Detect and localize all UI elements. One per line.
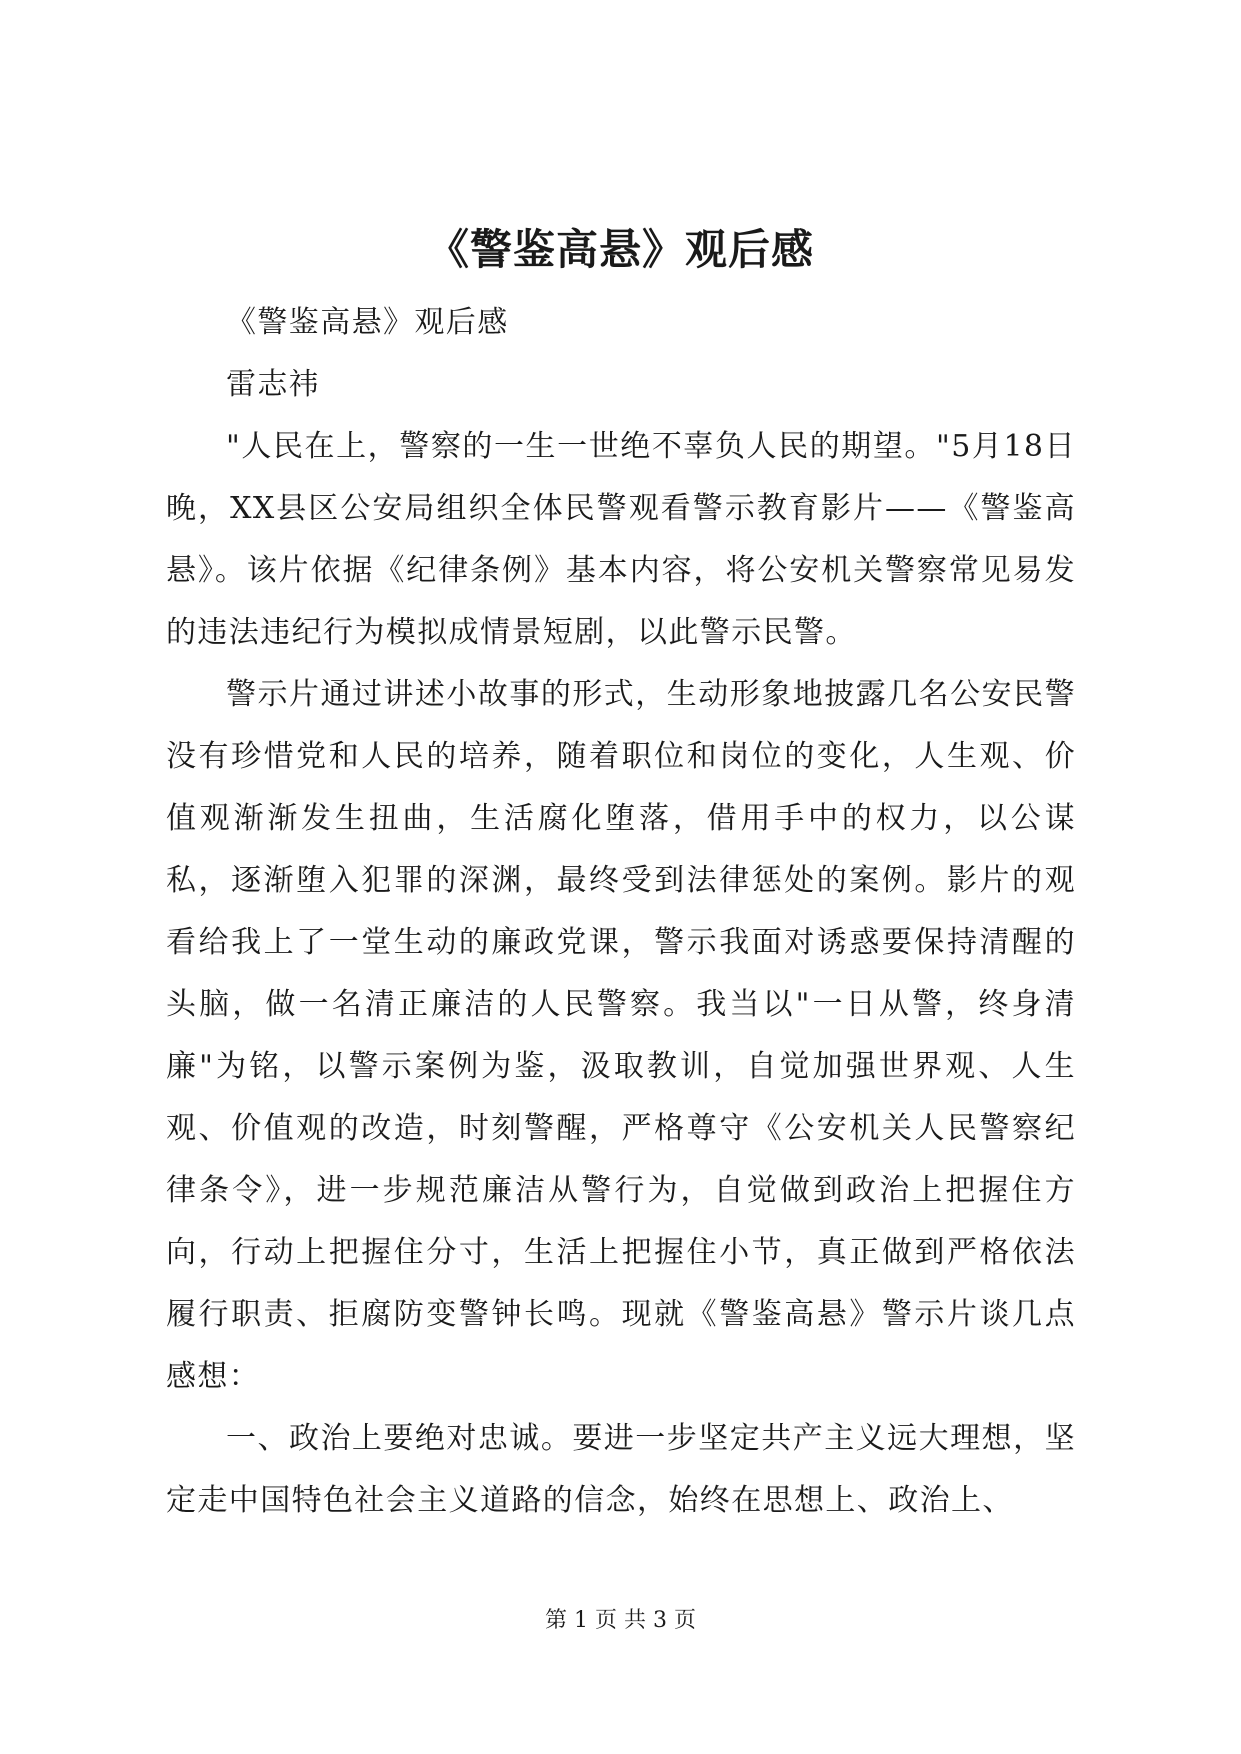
paragraph-subtitle: 《警鉴高悬》观后感 bbox=[226, 305, 509, 340]
document-body bbox=[166, 292, 1076, 1532]
paragraph-point-one: 一、政治上要绝对忠诚。要进一步坚定共产主义远大理想，坚定走中国特色社会主义道路的信念，始终在思想上、政治上、 bbox=[166, 1421, 1076, 1518]
paragraph-author: 雷志祎 bbox=[226, 367, 321, 402]
document-title: 《警鉴高悬》观后感 bbox=[426, 225, 814, 274]
paragraph-intro: "人民在上，警察的一生一世绝不辜负人民的期望。"5月18日晚，XX县区公安局组织全体民警观看警示教育影片——《警鉴高悬》。该片依据《纪律条例》基本内容，将公安机关警察常见易发的违法违纪行为模拟成情景短剧，以此警示民警。 bbox=[166, 429, 1076, 650]
page-footer: 第 1 页 共 3 页 bbox=[545, 1608, 696, 1633]
paragraph-reflection: 警示片通过讲述小故事的形式，生动形象地披露几名公安民警没有珍惜党和人民的培养，随着职位和岗位的变化，人生观、价值观渐渐发生扭曲，生活腐化堕落，借用手中的权力，以公谋私，逐渐堕入犯罪的深渊，最终受到法律惩处的案例。影片的观看给我上了一堂生动的廉政党课，警示我面对诱惑要保持清醒的头脑，做一名清正廉洁的人民警察。我当以"一日从警，终身清廉"为铭，以警示案例为鉴，汲取教训，自觉加强世界观、人生观、价值观的改造，时刻警醒，严格尊守《公安机关人民警察纪律条令》，进一步规范廉洁从警行为，自觉做到政治上把握住方向，行动上把握住分寸，生活上把握住小节，真正做到严格依法履行职责、拒腐防变警钟长鸣。现就《警鉴高悬》警示片谈几点感想： bbox=[166, 677, 1076, 1394]
